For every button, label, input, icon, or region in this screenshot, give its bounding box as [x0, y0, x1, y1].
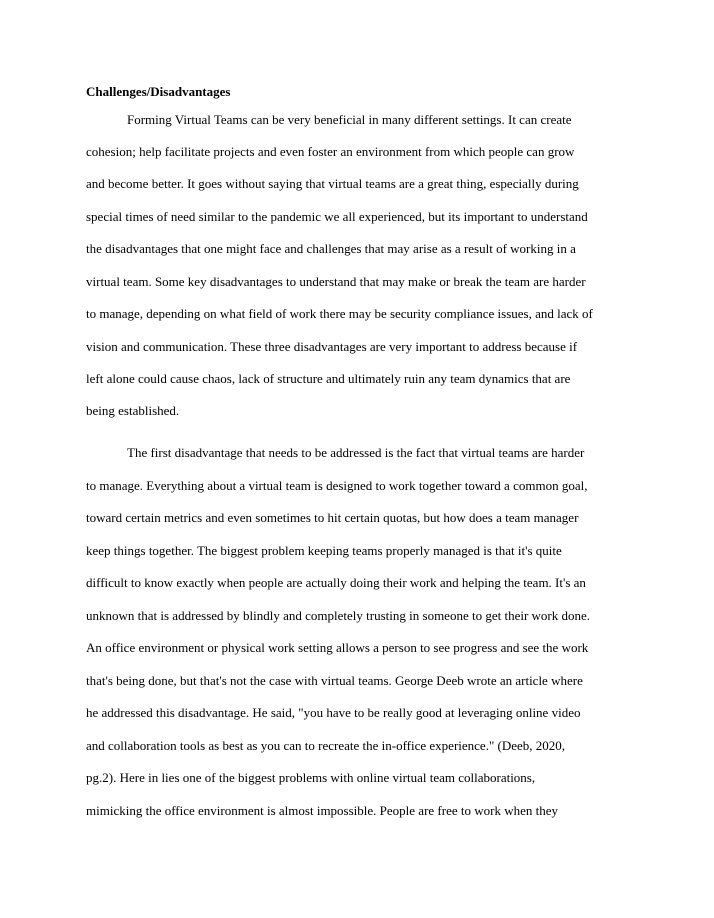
paragraph-2-line-11: pg.2). Here in lies one of the biggest problems with online virtual team collaborations,: [86, 770, 536, 785]
paragraph-2-line-8: that's being done, but that's not the case with virtual teams. George Deeb wrote an article where: [86, 673, 583, 688]
section-heading: Challenges/Disadvantages: [86, 84, 231, 99]
paragraph-1-line-2: cohesion; help facilitate projects and even foster an environment from which people can grow: [86, 144, 575, 159]
paragraph-2-line-12: mimicking the office environment is almost impossible. People are free to work when they: [86, 803, 558, 818]
paragraph-2-line-6: unknown that is addressed by blindly and completely trusting in someone to get their work done.: [86, 608, 591, 623]
paragraph-2-line-2: to manage. Everything about a virtual team is designed to work together toward a common goal,: [86, 478, 588, 493]
paragraph-2-line-4: keep things together. The biggest problem keeping teams properly managed is that it's quite: [86, 543, 562, 558]
paragraph-2-line-1: The first disadvantage that needs to be addressed is the fact that virtual teams are harder: [127, 445, 585, 460]
paragraph-2-line-5: difficult to know exactly when people are actually doing their work and helping the team. It's an: [86, 575, 586, 590]
paragraph-1-line-1: Forming Virtual Teams can be very beneficial in many different settings. It can create: [127, 112, 572, 127]
paragraph-2-line-10: and collaboration tools as best as you can to recreate the in-office experience." (Deeb, 2020,: [86, 738, 566, 753]
paragraph-1-line-4: special times of need similar to the pandemic we all experienced, but its important to understand: [86, 209, 588, 224]
paragraph-1-line-9: left alone could cause chaos, lack of structure and ultimately ruin any team dynamics that are: [86, 371, 571, 386]
paragraph-1-line-8: vision and communication. These three disadvantages are very important to address because if: [86, 339, 578, 354]
paragraph-1-line-10: being established.: [86, 403, 180, 418]
paragraph-1-line-6: virtual team. Some key disadvantages to understand that may make or break the team are harder: [86, 274, 586, 289]
paragraph-1-line-7: to manage, depending on what field of work there may be security compliance issues, and lack of: [86, 306, 593, 321]
paragraph-2-line-9: he addressed this disadvantage. He said, "you have to be really good at leveraging online video: [86, 705, 581, 720]
paragraph-1-line-5: the disadvantages that one might face and challenges that may arise as a result of working in a: [86, 241, 576, 256]
paragraph-2-line-7: An office environment or physical work setting allows a person to see progress and see the work: [86, 640, 589, 655]
paragraph-2-line-3: toward certain metrics and even sometimes to hit certain quotas, but how does a team manager: [86, 510, 579, 525]
paragraph-1-line-3: and become better. It goes without saying that virtual teams are a great thing, especially during: [86, 176, 579, 191]
